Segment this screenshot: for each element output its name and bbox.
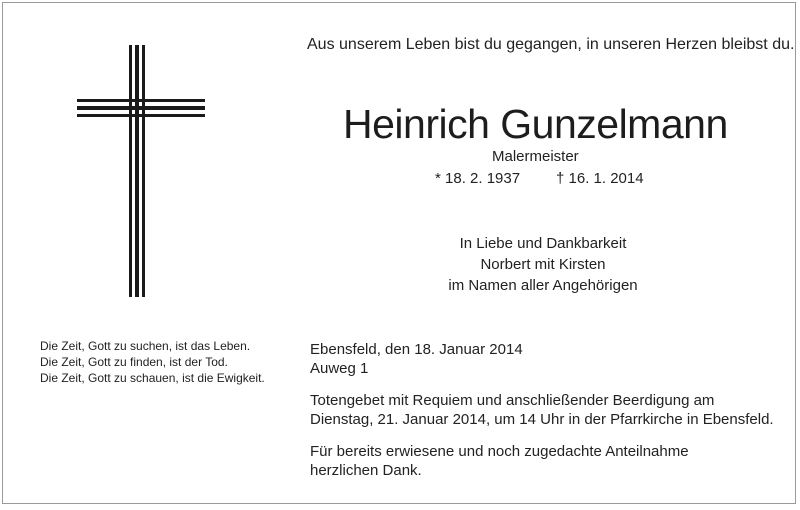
notice-body xyxy=(310,340,774,480)
death-date: † 16. 1. 2014 xyxy=(556,170,644,187)
place-date: Ebensfeld, den 18. Januar 2014 xyxy=(310,341,523,358)
poem-line: Die Zeit, Gott zu finden, ist der Tod. xyxy=(40,355,228,369)
birth-date: * 18. 2. 1937 xyxy=(435,170,521,187)
cross-icon xyxy=(74,45,208,297)
address: Auweg 1 xyxy=(310,360,369,377)
poem-line: Die Zeit, Gott zu schauen, ist die Ewigkeit. xyxy=(40,371,265,385)
mourners-relatives: im Namen aller Angehörigen xyxy=(448,277,638,294)
poem xyxy=(40,338,265,386)
service-line: Totengebet mit Requiem und anschließender Beerdigung am xyxy=(310,392,715,409)
poem-line: Die Zeit, Gott zu suchen, ist das Leben. xyxy=(40,339,251,353)
thanks-line: herzlichen Dank. xyxy=(310,462,422,479)
thanks-line: Für bereits erwiesene und noch zugedachte Anteilnahme xyxy=(310,443,689,460)
motto: Aus unserem Leben bist du gegangen, in unseren Herzen bleibst du. xyxy=(307,36,795,53)
deceased-profession: Malermeister xyxy=(492,148,579,165)
mourners-block xyxy=(398,233,688,296)
service-line: Dienstag, 21. Januar 2014, um 14 Uhr in der Pfarrkirche in Ebensfeld. xyxy=(310,411,774,428)
mourners-dedication: In Liebe und Dankbarkeit xyxy=(459,235,627,252)
obituary-card xyxy=(2,2,796,504)
mourners-names: Norbert mit Kirsten xyxy=(480,256,606,273)
deceased-name: Heinrich Gunzelmann xyxy=(343,101,728,147)
